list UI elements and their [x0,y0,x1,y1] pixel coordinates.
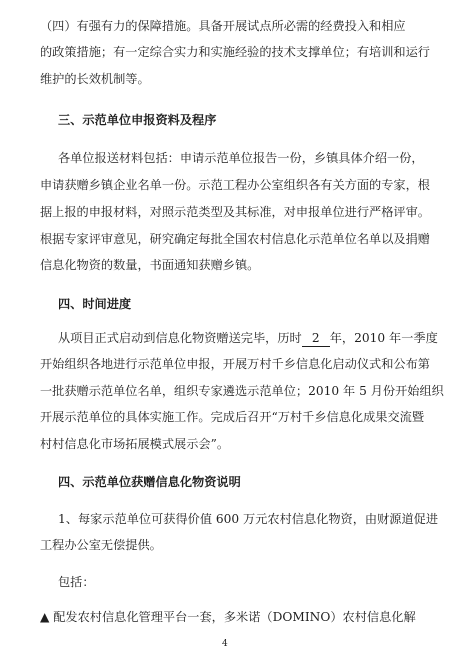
bullet-line: ▲ 配发农村信息化管理平台一套，多米诺（DOMINO）农村信息化解 [40,610,416,624]
duration-value: 2 [302,330,330,347]
page-number: 4 [222,639,228,649]
text-line: 信息化物资的数量，书面通知获赠乡镇。 [40,258,260,272]
text-line: 开展示范单位的具体实施工作。完成后召开“万村千乡信息化成果交流暨 [40,410,425,424]
section-heading: 四、示范单位获赠信息化物资说明 [58,475,241,489]
text-fragment: 从项目正式启动到信息化物资赠送完毕，历时 [58,331,302,345]
text-line: 各单位报送材料包括：申请示范单位报告一份，乡镇具体介绍一份， [58,151,424,165]
text-line: 一批获赠示范单位名单，组织专家遴选示范单位；2010 年 5 月份开始组织 [40,384,444,398]
text-line: 根据专家评审意见，研究确定每批全国农村信息化示范单位名单以及捐赠 [40,232,430,246]
text-line: 村村信息化市场拓展模式展示会”。 [40,437,230,451]
text-line: 申请获赠乡镇企业名单一份。示范工程办公室组织各有关方面的专家，根 [40,178,430,192]
text-line: 包括： [58,575,95,589]
text-line: （四）有强有力的保障措施。具备开展试点所必需的经费投入和相应 [40,19,406,33]
text-line: 1、每家示范单位可获得价值 600 万元农村信息化物资，由财源道促进 [58,512,439,526]
text-line: 的政策措施；有一定综合实力和实施经验的技术支撑单位；有培训和运行 [40,45,430,59]
text-line: 据上报的申报材料，对照示范类型及其标准，对申报单位进行严格评审。 [40,205,430,219]
text-line: 开始组织各地进行示范单位申报，开展万村千乡信息化启动仪式和公布第 [40,357,430,371]
text-line: 维护的长效机制等。 [40,72,150,86]
text-line: 工程办公室无偿提供。 [40,538,162,552]
section-heading: 四、时间进度 [58,297,132,311]
text-line [58,330,438,347]
text-fragment: 年，2010 年一季度 [329,331,438,345]
section-heading: 三、示范单位申报资料及程序 [58,113,217,127]
